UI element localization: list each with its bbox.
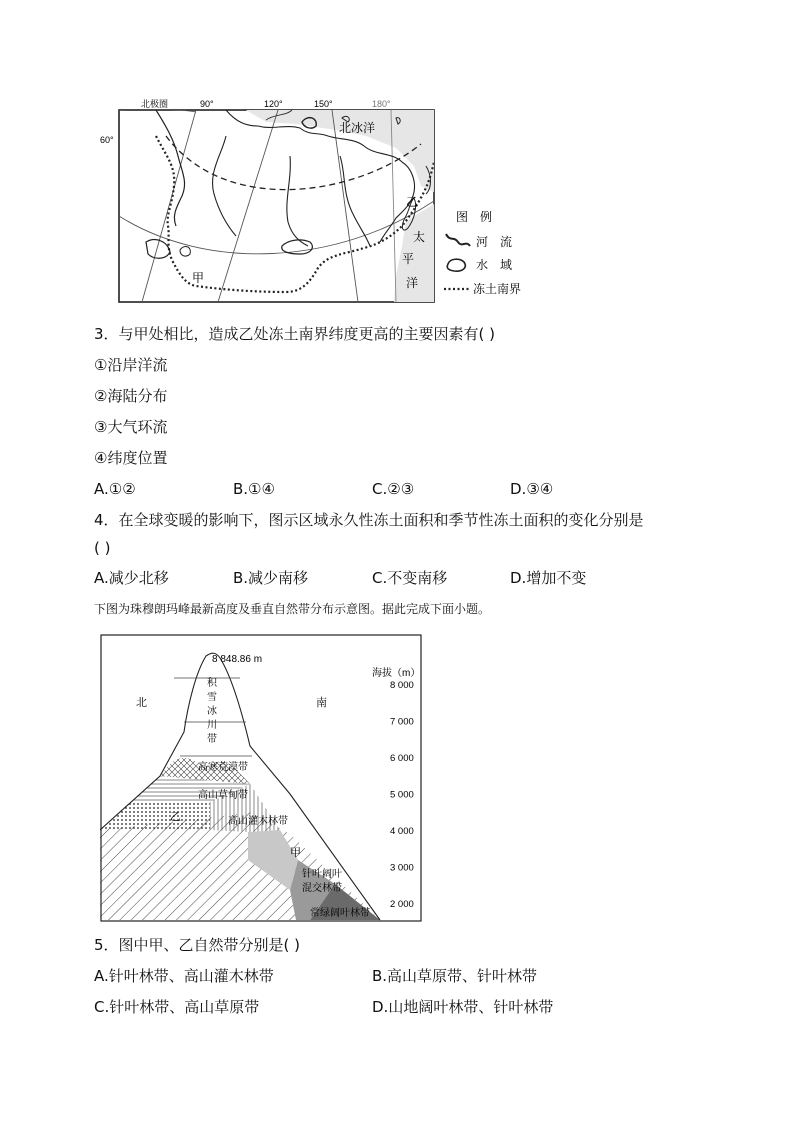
altitude-tick-label: 6 000 xyxy=(390,753,414,764)
snow-zone-char-2: 雪 xyxy=(207,692,217,703)
q3-stem: 3．与甲处相比，造成乙处冻土南界纬度更高的主要因素有( ) xyxy=(94,325,496,343)
lon-120-label: 120° xyxy=(264,99,283,109)
legend-river: 河 流 xyxy=(476,235,513,249)
legend-water: 水 域 xyxy=(476,258,513,272)
altitude-tick-label: 3 000 xyxy=(390,862,414,874)
snow-zone-char-3: 冰 xyxy=(207,706,217,717)
snow-zone-char-1: 积 xyxy=(207,678,217,689)
pacific-label-2: 平 xyxy=(402,252,415,266)
desert-zone-label: 高寒荒漠带 xyxy=(198,762,248,773)
q5-option-d[interactable]: D.山地阔叶林带、针叶林带 xyxy=(372,998,554,1016)
q3-item-4: ④纬度位置 xyxy=(94,449,168,467)
snow-zone-char-4: 川 xyxy=(207,720,217,731)
altitude-tick-label: 8 000 xyxy=(390,680,414,691)
legend-title: 图 例 xyxy=(456,210,493,224)
arctic-ocean-label: 北冰洋 xyxy=(339,121,376,135)
q3-item-2: ②海陆分布 xyxy=(94,387,168,405)
q3-item-1: ①沿岸洋流 xyxy=(94,356,168,374)
q5-option-b[interactable]: B.高山草原带、针叶林带 xyxy=(372,967,538,985)
q3-item-3: ③大气环流 xyxy=(94,418,168,436)
mixed-zone-label-1: 针叶阔叶 xyxy=(302,869,342,880)
lon-180-label: 180° xyxy=(372,99,391,109)
altitude-tick-label: 4 000 xyxy=(390,826,414,837)
jia-zone-label: 甲 xyxy=(290,847,301,859)
meadow-zone-label: 高山草甸带 xyxy=(198,790,248,801)
lon-90-label: 90° xyxy=(200,99,214,109)
north-label: 北 xyxy=(136,697,147,709)
q4-option-b[interactable]: B.减少南移 xyxy=(233,569,309,587)
q4-option-a[interactable]: A.减少北移 xyxy=(94,569,169,587)
q5-stem: 5．图中甲、乙自然带分别是( ) xyxy=(94,936,301,954)
lat-60-label: 60° xyxy=(100,135,114,145)
altitude-axis-title: 海拔（m） xyxy=(372,668,421,679)
legend-permafrost: 冻土南界 xyxy=(473,282,522,296)
pacific-label-3: 洋 xyxy=(406,276,419,290)
q5-option-a[interactable]: A.针叶林带、高山灌木林带 xyxy=(94,967,274,985)
altitude-tick-label: 2 000 xyxy=(390,899,414,910)
point-yi-label: 乙 xyxy=(406,195,419,209)
river-legend-icon xyxy=(446,234,470,246)
altitude-tick-label: 7 000 xyxy=(390,716,414,728)
q4-stem-cont: ( ) xyxy=(94,539,111,557)
q5-option-c[interactable]: C.针叶林带、高山草原带 xyxy=(94,998,260,1016)
altitude-tick-label: 5 000 xyxy=(390,789,414,801)
q3-option-a[interactable]: A.①② xyxy=(94,480,136,498)
q4-option-d[interactable]: D.增加不变 xyxy=(510,569,587,587)
evergreen-zone-label: 常绿阔叶林带 xyxy=(310,908,370,919)
yi-zone-label: 乙 xyxy=(170,811,181,823)
water-legend-icon xyxy=(447,259,465,271)
everest-zone-diagram xyxy=(100,634,422,922)
q4-option-c[interactable]: C.不变南移 xyxy=(372,569,448,587)
shrub-zone-label: 高山灌木林带 xyxy=(228,816,288,827)
snow-zone-char-5: 带 xyxy=(207,734,217,745)
q3-option-b[interactable]: B.①④ xyxy=(233,480,275,498)
mixed-zone-label-2: 混交林带 xyxy=(302,883,342,894)
lon-150-label: 150° xyxy=(314,99,333,109)
point-jia-label: 甲 xyxy=(192,271,205,285)
q3-option-c[interactable]: C.②③ xyxy=(372,480,415,498)
q3-option-d[interactable]: D.③④ xyxy=(510,480,554,498)
section-intro: 下图为珠穆朗玛峰最新高度及垂直自然带分布示意图。据此完成下面小题。 xyxy=(94,602,491,616)
q4-stem: 4．在全球变暖的影响下，图示区域永久性冻土面积和季节性冻土面积的变化分别是 xyxy=(94,511,644,529)
arctic-circle-label: 北极圈 xyxy=(141,99,169,109)
south-label: 南 xyxy=(316,697,327,709)
peak-height-label: 8 848.86 m xyxy=(212,654,263,665)
pacific-label-1: 太 xyxy=(413,230,426,244)
permafrost-map xyxy=(96,96,536,306)
